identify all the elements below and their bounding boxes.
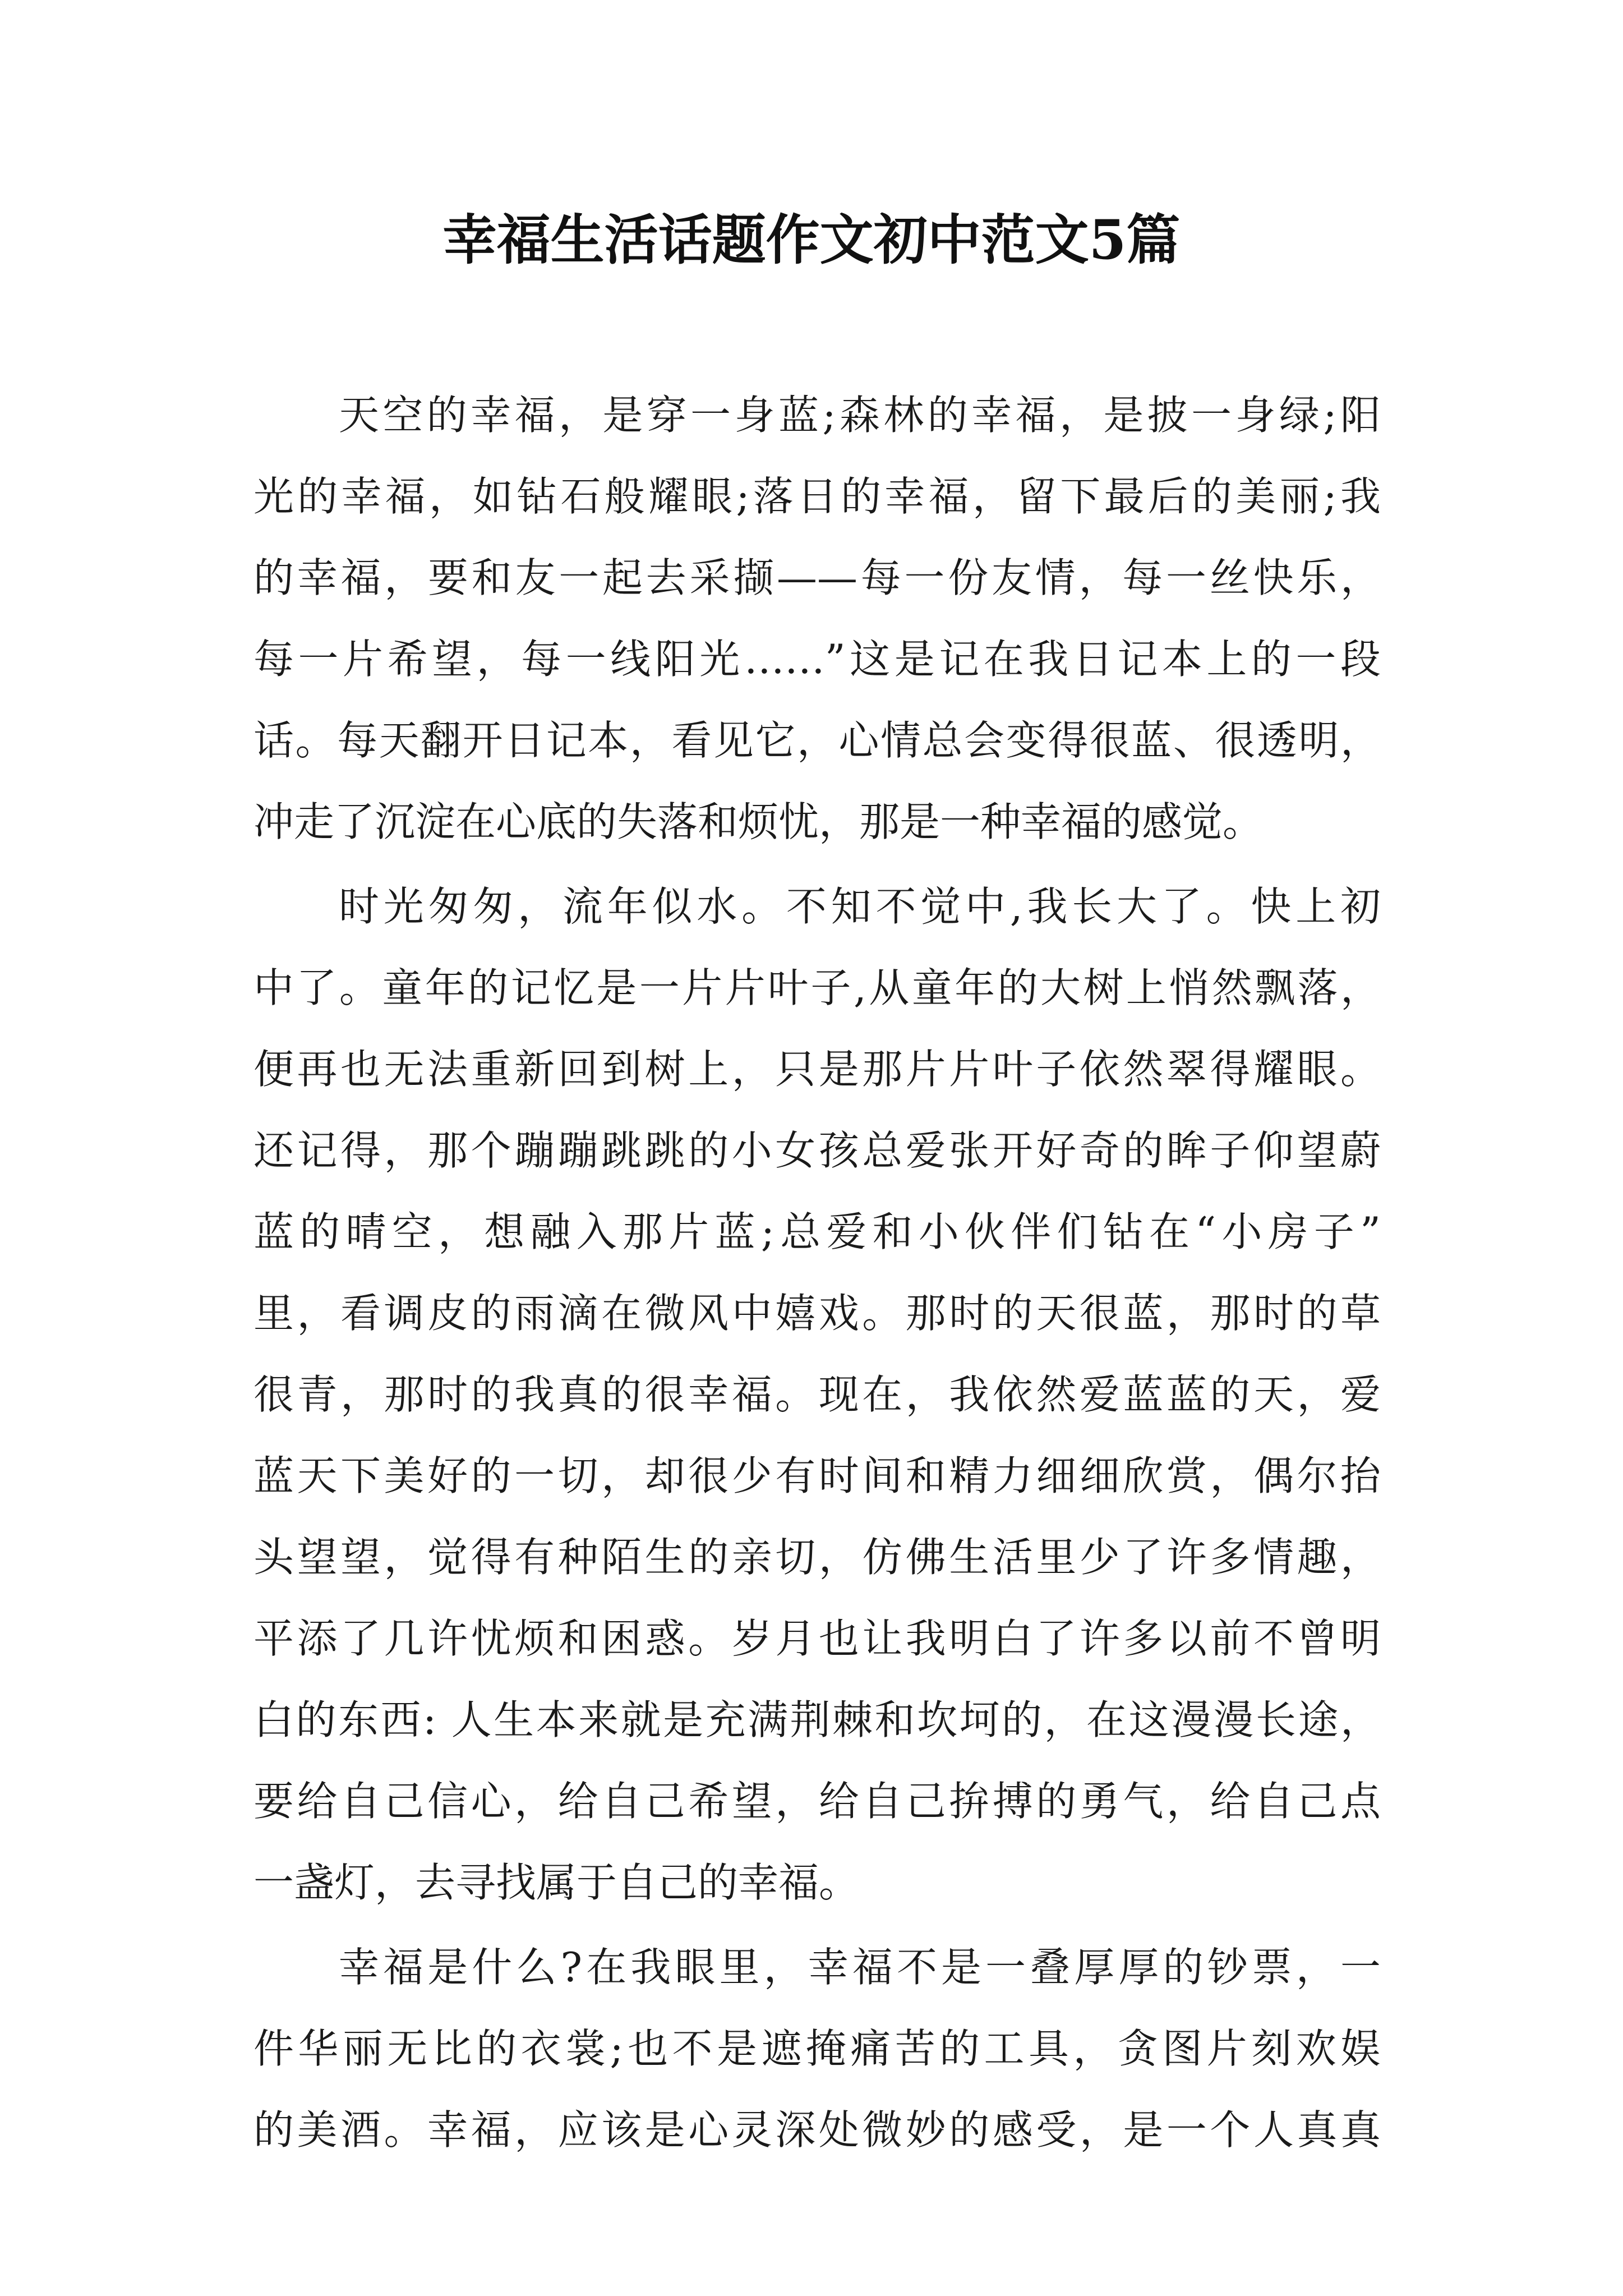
paragraph-2-line-2: 中了。童年的记忆是一片片叶子,从童年的大树上悄然飘落， <box>253 964 1381 1011</box>
paragraph-2-line-9: 头望望，觉得有种陌生的亲切，仿佛生活里少了许多情趣， <box>253 1534 1381 1581</box>
paragraph-2-line-1: 时光匆匆，流年似水。不知不觉中,我长大了。快上初 <box>339 883 1381 930</box>
paragraph-1-line-4: 每一片希望，每一线阳光……”这是记在我日记本上的一段 <box>253 636 1381 683</box>
paragraph-2-line-11: 白的东西: 人生本来就是充满荆棘和坎坷的，在这漫漫长途， <box>253 1696 1381 1743</box>
paragraph-1-line-1: 天空的幸福，是穿一身蓝;森林的幸福，是披一身绿;阳 <box>339 392 1381 439</box>
paragraph-1-line-2: 光的幸福，如钻石般耀眼;落日的幸福，留下最后的美丽;我 <box>253 473 1381 520</box>
paragraph-1-line-6: 冲走了沉淀在心底的失落和烦忧，那是一种幸福的感觉。 <box>253 798 1264 845</box>
paragraph-2-line-8: 蓝天下美好的一切，却很少有时间和精力细细欣赏，偶尔抬 <box>253 1452 1381 1499</box>
paragraph-2-line-7: 很青，那时的我真的很幸福。现在，我依然爱蓝蓝的天，爱 <box>253 1371 1381 1418</box>
paragraph-2-line-3: 便再也无法重新回到树上，只是那片片叶子依然翠得耀眼。 <box>253 1046 1381 1093</box>
paragraph-2-line-5: 蓝的晴空，想融入那片蓝;总爱和小伙伴们钻在“小房子” <box>253 1208 1381 1255</box>
document-title: 幸福生活话题作文初中范文5篇 <box>442 208 1181 272</box>
paragraph-2-line-6: 里，看调皮的雨滴在微风中嬉戏。那时的天很蓝，那时的草 <box>253 1290 1381 1337</box>
paragraph-2-line-4: 还记得，那个蹦蹦跳跳的小女孩总爱张开好奇的眸子仰望蔚 <box>253 1127 1381 1174</box>
paragraph-1-line-5: 话。每天翻开日记本，看见它，心情总会变得很蓝、很透明， <box>253 717 1381 764</box>
paragraph-3-line-3: 的美酒。幸福，应该是心灵深处微妙的感受，是一个人真真 <box>253 2106 1381 2154</box>
paragraph-3-line-1: 幸福是什么?在我眼里，幸福不是一叠厚厚的钞票，一 <box>339 1944 1381 1991</box>
paragraph-2-line-12: 要给自己信心，给自己希望，给自己拚搏的勇气，给自己点 <box>253 1778 1381 1825</box>
paragraph-3-line-2: 件华丽无比的衣裳;也不是遮掩痛苦的工具，贪图片刻欢娱 <box>253 2025 1381 2072</box>
paragraph-2-line-10: 平添了几许忧烦和困惑。岁月也让我明白了许多以前不曾明 <box>253 1615 1381 1662</box>
paragraph-2-line-13: 一盏灯，去寻找属于自己的幸福。 <box>253 1859 860 1906</box>
paragraph-1-line-3: 的幸福，要和友一起去采撷——每一份友情，每一丝快乐， <box>253 554 1381 601</box>
